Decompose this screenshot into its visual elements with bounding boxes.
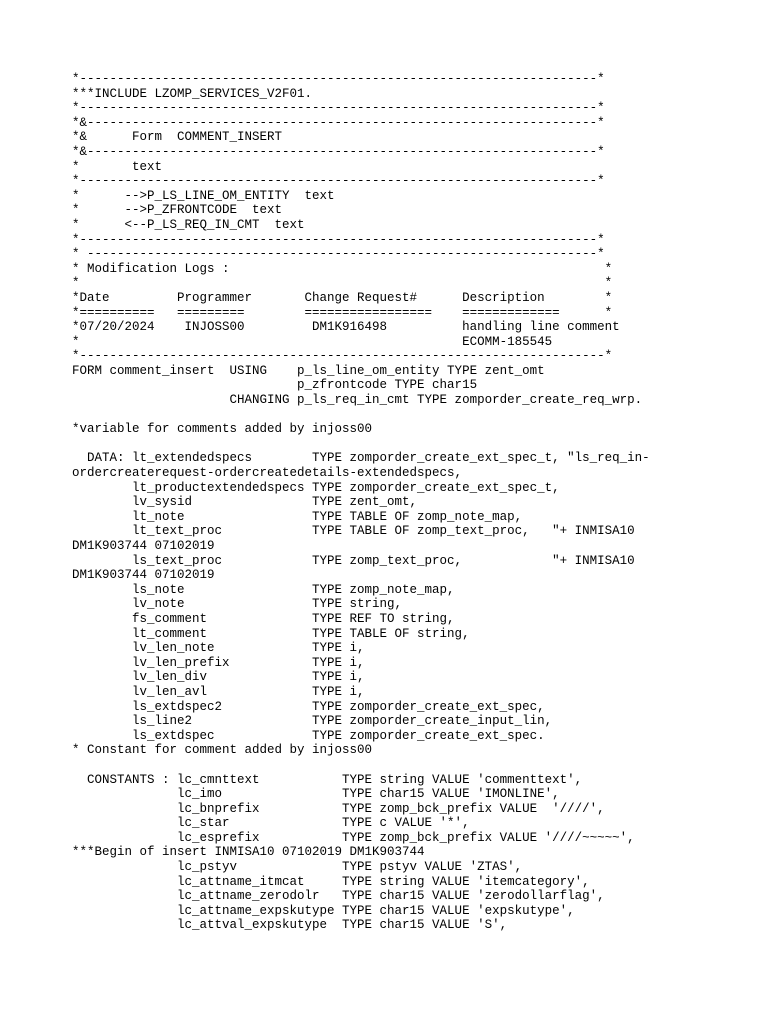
- code-line: ls_extdspec2 TYPE zomporder_create_ext_spec,: [72, 699, 545, 714]
- code-line: ls_note TYPE zomp_note_map,: [72, 582, 455, 597]
- code-line: *---------------------------------------------------------------------*: [72, 232, 605, 247]
- code-line: lv_note TYPE string,: [72, 597, 403, 612]
- code-line: *07/20/2024 INJOSS00 DM1K916498 handling line comment: [72, 320, 620, 335]
- code-line: lt_note TYPE TABLE OF zomp_note_map,: [72, 509, 523, 524]
- code-line: ordercreaterequest-ordercreatedetails-extendedspecs,: [72, 466, 463, 481]
- code-line: lc_attname_zerodolr TYPE char15 VALUE 'zerodollarflag',: [72, 889, 605, 904]
- code-line: * --------------------------------------------------------------------*: [72, 247, 605, 262]
- code-line: *---------------------------------------------------------------------*: [72, 101, 605, 116]
- code-line: DM1K903744 07102019: [72, 539, 215, 553]
- code-line: *---------------------------------------------------------------------*: [72, 72, 605, 86]
- code-line: ***Begin of insert INMISA10 07102019 DM1K903744: [72, 845, 425, 860]
- code-line: * ECOMM-185545: [72, 334, 553, 349]
- code-listing: [72, 72, 752, 933]
- code-line: * *: [72, 276, 613, 291]
- code-line: lc_esprefix TYPE zomp_bck_prefix VALUE '////~~~~~',: [72, 830, 635, 845]
- code-line: lc_attname_itmcat TYPE string VALUE 'itemcategory',: [72, 874, 590, 889]
- code-line: * text: [72, 159, 163, 174]
- code-line: ls_extdspec TYPE zomporder_create_ext_spec.: [72, 728, 545, 743]
- code-line: ls_line2 TYPE zomporder_create_input_lin,: [72, 714, 553, 729]
- code-line: [72, 408, 752, 423]
- code-block: [72, 72, 752, 933]
- code-line: lc_bnprefix TYPE zomp_bck_prefix VALUE '////',: [72, 801, 605, 816]
- code-line: * -->P_LS_LINE_OM_ENTITY text: [72, 188, 335, 203]
- code-line: * Modification Logs : *: [72, 261, 613, 276]
- code-line: [72, 758, 752, 773]
- code-line: *variable for comments added by injoss00: [72, 422, 373, 437]
- code-line: *---------------------------------------------------------------------*: [72, 174, 605, 189]
- code-line: lt_text_proc TYPE TABLE OF zomp_text_proc, "+ INMISA10: [72, 524, 635, 539]
- code-line: lc_attname_expskutype TYPE char15 VALUE 'expskutype',: [72, 903, 575, 918]
- code-line: DATA: lt_extendedspecs TYPE zomporder_create_ext_spec_t, "ls_req_in-: [72, 451, 650, 466]
- code-line: lc_pstyv TYPE pstyv VALUE 'ZTAS',: [72, 860, 523, 875]
- code-line: *Date Programmer Change Request# Description *: [72, 290, 613, 305]
- code-line: lv_len_prefix TYPE i,: [72, 655, 365, 670]
- code-line: DM1K903744 07102019: [72, 568, 215, 583]
- code-line: ***INCLUDE LZOMP_SERVICES_V2F01.: [72, 86, 313, 101]
- code-line: lt_comment TYPE TABLE OF string,: [72, 626, 470, 641]
- code-line: *&--------------------------------------------------------------------*: [72, 115, 605, 130]
- code-line: lv_len_note TYPE i,: [72, 641, 365, 656]
- code-line: lt_productextendedspecs TYPE zomporder_create_ext_spec_t,: [72, 480, 560, 495]
- code-line: lc_star TYPE c VALUE '*',: [72, 816, 470, 831]
- code-line: lv_len_avl TYPE i,: [72, 684, 365, 699]
- code-line: CHANGING p_ls_req_in_cmt TYPE zomporder_create_req_wrp.: [72, 393, 643, 408]
- code-line: * -->P_ZFRONTCODE text: [72, 203, 283, 218]
- code-line: p_zfrontcode TYPE char15: [72, 378, 478, 393]
- code-line: lv_len_div TYPE i,: [72, 670, 365, 685]
- code-line: *========== ========= ================= ============= *: [72, 305, 613, 320]
- code-line: *----------------------------------------------------------------------*: [72, 349, 613, 364]
- code-line: ls_text_proc TYPE zomp_text_proc, "+ INMISA10: [72, 553, 635, 568]
- code-line: *&--------------------------------------------------------------------*: [72, 144, 605, 159]
- code-line: * <--P_LS_REQ_IN_CMT text: [72, 217, 305, 232]
- code-line: [72, 437, 752, 452]
- code-line: lc_imo TYPE char15 VALUE 'IMONLINE',: [72, 787, 560, 802]
- code-line: lc_attval_expskutype TYPE char15 VALUE 'S',: [72, 918, 508, 933]
- code-line: FORM comment_insert USING p_ls_line_om_entity TYPE zent_omt: [72, 363, 545, 378]
- code-line: CONSTANTS : lc_cmnttext TYPE string VALUE 'commenttext',: [72, 772, 583, 787]
- code-line: *& Form COMMENT_INSERT: [72, 130, 283, 145]
- code-line: fs_comment TYPE REF TO string,: [72, 611, 455, 626]
- code-line: * Constant for comment added by injoss00: [72, 743, 373, 758]
- code-line: lv_sysid TYPE zent_omt,: [72, 495, 418, 510]
